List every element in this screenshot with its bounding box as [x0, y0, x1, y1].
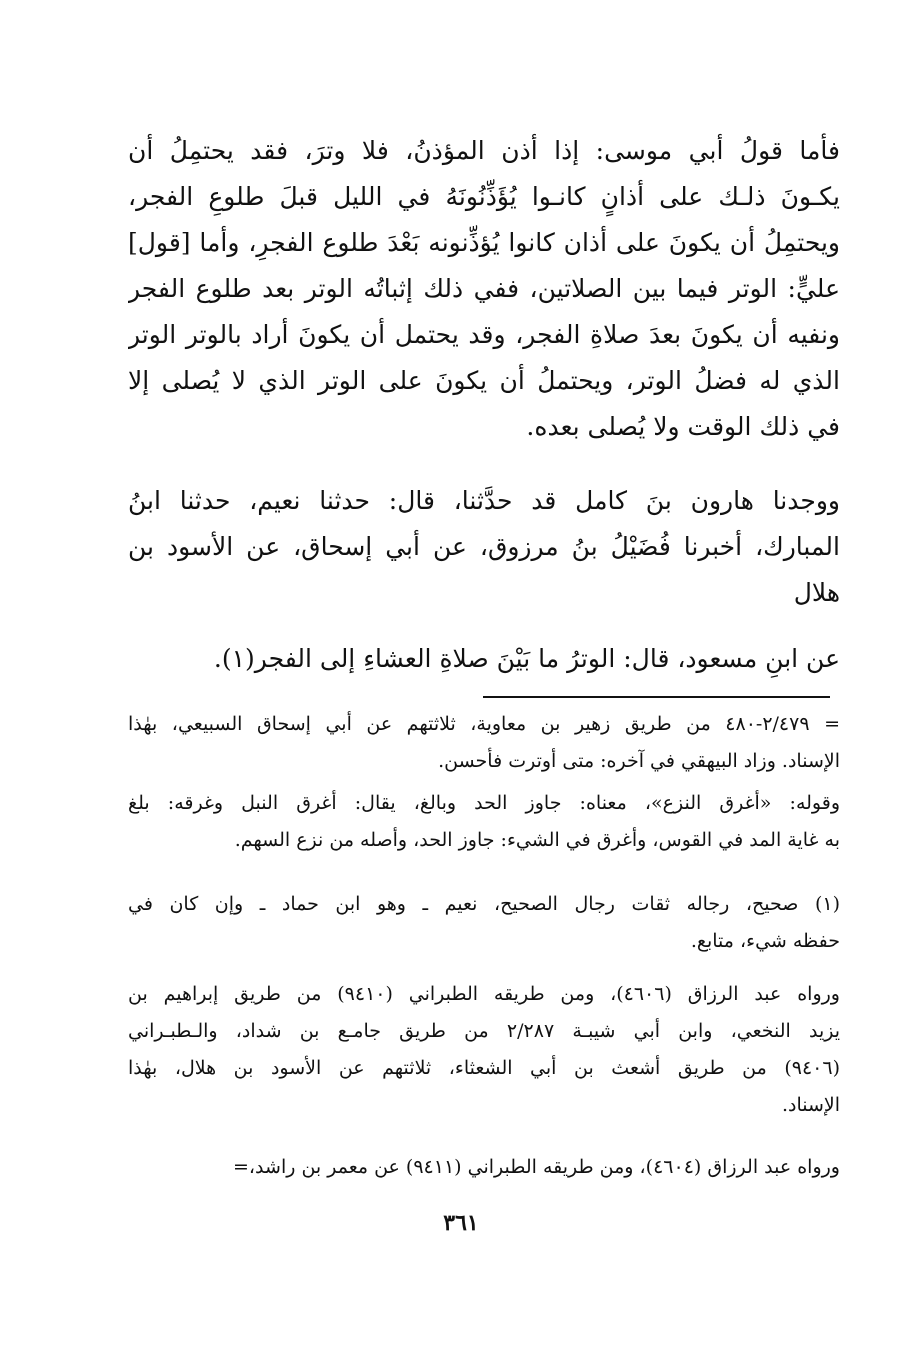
- text-line: عليٍّ: الوتر فيما بين الصلاتين، ففي ذلك إثباتُه الوتر بعد طلوع الفجر: [128, 274, 840, 303]
- main-paragraph-2: [128, 478, 840, 616]
- main-paragraph-3: [128, 636, 840, 682]
- page-number: ٣٦١: [443, 1210, 479, 1236]
- text-line: ويحتمِلُ أن يكونَ على أذان كانوا يُؤذِّنونه بَعْدَ طلوع الفجرِ، وأما [قول]: [128, 228, 840, 257]
- text-line: ووجدنا هارون بنَ كامل قد حدَّثنا، قال: حدثنا نعيم، حدثنا ابنُ: [128, 486, 840, 515]
- footnote-line: يزيد النخعي، وابن أبي شيبـة ٢/٢٨٧ من طريق جامـع بن شداد، والـطبـراني: [128, 1020, 840, 1042]
- footnote-line: ورواه عبد الرزاق (٤٦٠٦)، ومن طريقه الطبراني (٩٤١٠) من طريق إبراهيم بن: [128, 983, 840, 1005]
- footnote-line: (١) صحيح، رجاله ثقات رجال الصحيح، نعيم ـ وهو ابن حماد ـ وإن كان في: [128, 893, 840, 915]
- footnote-line: الإسناد. وزاد البيهقي في آخره: متى أوترت فأحسن.: [438, 750, 840, 772]
- text-line: يكـونَ ذلـك على أذانٍ كانـوا يُؤَذِّنُونَهُ في الليل قبلَ طلوعِ الفجر،: [128, 182, 840, 211]
- footnote-1: [128, 886, 840, 960]
- text-line: المبارك، أخبرنا فُضَيْلُ بنُ مرزوق، عن أبي إسحاق، عن الأسود بن: [128, 532, 840, 561]
- footnote-separator: [483, 696, 830, 698]
- text-line: الذي له فضلُ الوتر، ويحتملُ أن يكونَ على الوتر الذي لا يُصلى إلا: [128, 366, 840, 395]
- text-line: هلال: [793, 578, 840, 607]
- footnote-line: = ٢/٤٧٩-٤٨٠ من طريق زهير بن معاوية، ثلاثتهم عن أبي إسحاق السبيعي، بهٰذا: [128, 713, 840, 735]
- footnote-continuation: [128, 706, 840, 780]
- footnote-1-sources: [128, 976, 840, 1124]
- footnote-line: ورواه عبد الرزاق (٤٦٠٤)، ومن طريقه الطبراني (٩٤١١) عن معمر بن راشد،=: [233, 1156, 840, 1178]
- footnote-gloss: [128, 785, 840, 859]
- footnote-line: الإسناد.: [781, 1094, 840, 1116]
- footnote-line: وقوله: «أغرق النزع»، معناه: جاوز الحد وبالغ، يقال: أغرق النبل وغرقه: بلغ: [128, 792, 840, 814]
- footnote-line: حفظه شيء، متابع.: [690, 930, 840, 952]
- main-paragraph-1: [128, 128, 840, 450]
- footnote-line: به غاية المد في القوس، وأغرق في الشيء: جاوز الحد، وأصله من نزع السهم.: [234, 829, 840, 851]
- text-line: عن ابنِ مسعود، قال: الوترُ ما بَيْنَ صلاةِ العشاءِ إلى الفجر(١).: [213, 644, 840, 673]
- footnote-1-sources-more: [128, 1149, 840, 1186]
- text-line: فأما قولُ أبي موسى: إذا أذن المؤذنُ، فلا وترَ، فقد يحتمِلُ أن: [128, 136, 840, 165]
- text-line: في ذلك الوقت ولا يُصلى بعده.: [526, 412, 840, 441]
- text-line: ونفيه أن يكونَ بعدَ صلاةِ الفجر، وقد يحتمل أن يكونَ أراد بالوتر الوتر: [128, 320, 840, 349]
- footnote-line: (٩٤٠٦) من طريق أشعث بن أبي الشعثاء، ثلاثتهم عن الأسود بن هلال، بهٰذا: [128, 1057, 840, 1079]
